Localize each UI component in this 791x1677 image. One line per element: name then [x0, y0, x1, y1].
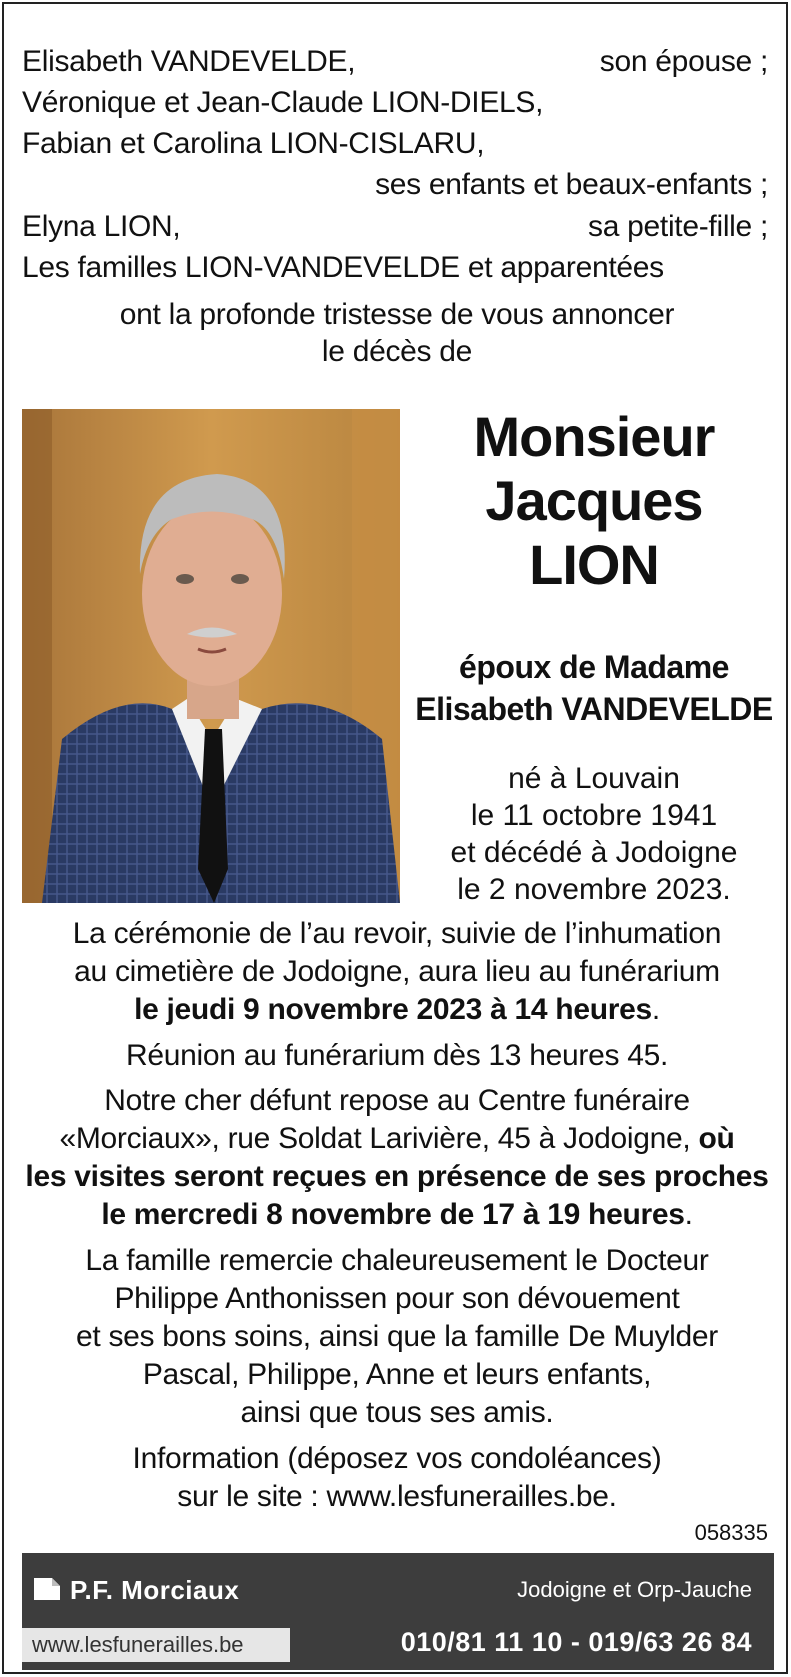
funeral-home-name: P.F. Morciaux	[70, 1575, 240, 1605]
thanks-line-1: La famille remercie chaleureusement le Docteur	[85, 1244, 709, 1277]
info-line-2: sur le site : www.lesfunerailles.be.	[177, 1480, 617, 1513]
birth-date: le 11 octobre 1941	[470, 799, 718, 832]
obituary-notice	[2, 2, 788, 1674]
thanks-line-2: Philippe Anthonissen pour son dévouement	[114, 1282, 680, 1315]
birth-place: né à Louvain	[508, 762, 680, 795]
children-role: ses enfants et beaux-enfants ;	[375, 168, 768, 201]
announce-line-2: le décès de	[321, 335, 473, 368]
deceased-first-name: Jacques	[485, 469, 703, 532]
visit-date-end: .	[684, 1198, 693, 1231]
visit-line-3	[4, 1159, 790, 1195]
child-couple-2: Fabian et Carolina LION-CISLARU,	[22, 127, 485, 160]
grandchild-name: Elyna LION,	[22, 210, 181, 243]
funeral-home-locations: Jodoigne et Orp-Jauche	[517, 1577, 752, 1602]
document-icon	[34, 1574, 60, 1602]
phone-numbers[interactable]: 010/81 11 10 - 019/63 26 84	[400, 1627, 752, 1657]
thanks-line-3: et ses bons soins, ainsi que la famille De Muylder	[76, 1320, 718, 1353]
ceremony-date-bold: le jeudi 9 novembre 2023 à 14 heures	[134, 993, 652, 1026]
visit-line-1: Notre cher défunt repose au Centre funéraire	[104, 1084, 690, 1117]
ceremony-date	[4, 992, 790, 1028]
visit-date: le mercredi 8 novembre de 17 à 19 heures	[101, 1198, 685, 1231]
funeral-home-banner	[22, 1553, 774, 1670]
thanks-line-5: ainsi que tous ses amis.	[240, 1396, 554, 1429]
reference-number: 058335	[694, 1520, 768, 1545]
deceased-portrait	[22, 409, 400, 903]
deceased-last-name: LION	[529, 533, 659, 596]
spouse-name: Elisabeth VANDEVELDE,	[22, 45, 356, 78]
ceremony-date-end: .	[651, 993, 660, 1026]
announce-line-1: ont la profonde tristesse de vous annoncer	[119, 298, 675, 331]
visit-line-2	[4, 1121, 790, 1157]
website-link[interactable]: www.lesfunerailles.be	[22, 1628, 290, 1662]
spouse-of-line-2: Elisabeth VANDEVELDE	[415, 691, 773, 727]
visit-where: où	[698, 1122, 735, 1155]
info-line-1: Information (déposez vos condoléances)	[132, 1442, 662, 1475]
spouse-of-line-1: époux de Madame	[459, 649, 729, 685]
spouse-role: son épouse ;	[599, 45, 768, 78]
visit-presence: les visites seront reçues en présence de ses proches	[25, 1160, 769, 1193]
grandchild-role: sa petite-fille ;	[588, 210, 768, 243]
death-date: le 2 novembre 2023.	[457, 873, 731, 906]
ceremony-line-1: La cérémonie de l’au revoir, suivie de l’inhumation	[72, 917, 722, 950]
death-place: et décédé à Jodoigne	[450, 836, 738, 869]
visit-line-4	[4, 1197, 790, 1233]
reunion-line: Réunion au funérarium dès 13 heures 45.	[126, 1039, 668, 1072]
child-couple-1: Véronique et Jean-Claude LION-DIELS,	[22, 86, 544, 119]
deceased-title: Monsieur	[473, 405, 715, 468]
families-line: Les familles LION-VANDEVELDE et apparentées	[22, 251, 664, 284]
ceremony-line-2: au cimetière de Jodoigne, aura lieu au funérarium	[74, 955, 720, 988]
visit-address: «Morciaux», rue Soldat Larivière, 45 à Jodoigne,	[59, 1122, 699, 1155]
thanks-line-4: Pascal, Philippe, Anne et leurs enfants,	[142, 1358, 652, 1391]
